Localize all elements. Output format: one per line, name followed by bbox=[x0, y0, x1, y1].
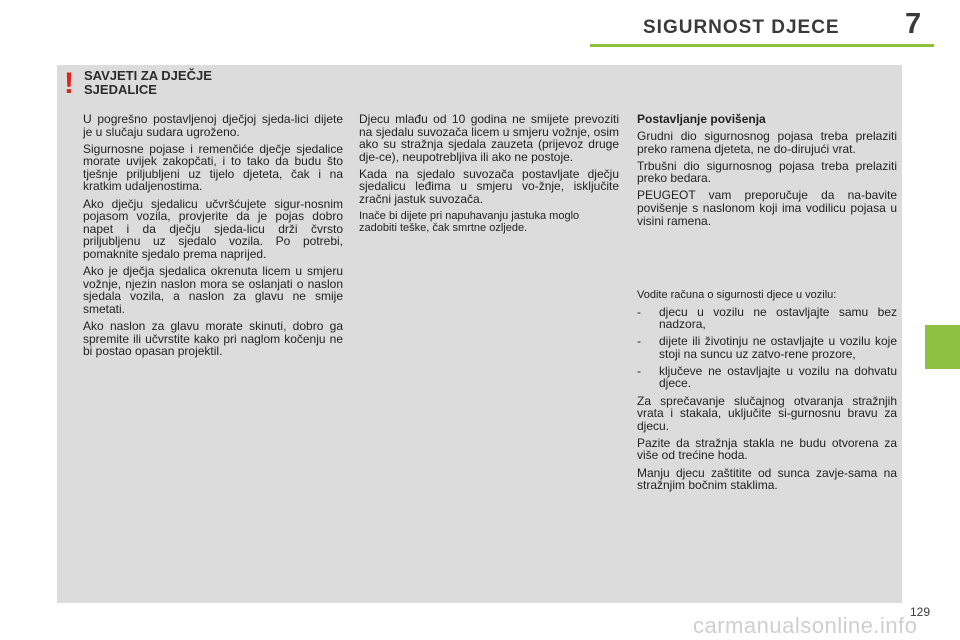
paragraph: Manju djecu zaštitite od sunca zavje-sama na stražnjim bočnim staklima. bbox=[637, 465, 897, 493]
chapter-side-tab bbox=[925, 325, 960, 369]
paragraph: PEUGEOT vam preporučuje da na-bavite povišenje s naslonom koji ima vodilicu pojasa u visini ramena. bbox=[637, 188, 897, 228]
paragraph: U pogrešno postavljenoj dječjoj sjeda-lici dijete je u slučaju sudara ugroženo. bbox=[83, 112, 343, 139]
header-rule bbox=[590, 44, 934, 47]
paragraph: Trbušni dio sigurnosnog pojasa treba prelaziti preko bedara. bbox=[637, 158, 897, 186]
paragraph: Kada na sjedalo suvozača postavljate dječju sjedalicu leđima u smjeru vo-žnje, isključite zračni jastuk suvozača. bbox=[359, 166, 619, 207]
bullet-dash: - bbox=[637, 304, 641, 319]
chapter-number: 7 bbox=[905, 8, 922, 40]
paragraph: Grudni dio sigurnosnog pojasa treba prelaziti preko ramena djeteta, ne do-dirujući vrat. bbox=[637, 129, 897, 156]
list-item bbox=[637, 365, 897, 390]
section-title: SAVJETI ZA DJEČJE SJEDALICE bbox=[84, 68, 212, 97]
list-item bbox=[637, 335, 897, 360]
list-item bbox=[637, 306, 897, 331]
paragraph: Sigurnosne pojase i remenčiće dječje sjedalice morate uvijek zakopčati, i to tako da budu što tješnje priljubljeni uz tijelo djeteta, čak i na kratkim udaljenostima. bbox=[83, 141, 343, 194]
paragraph: Ako naslon za glavu morate skinuti, dobro ga spremite ili učvrstite kako pri naglom kočenju ne bi postao opasan projektil. bbox=[83, 318, 343, 359]
column-child-seat-tips bbox=[83, 113, 343, 362]
airbag-note: Inače bi dijete pri napuhavanju jastuka moglo zadobiti teške, čak smrtne ozljede. bbox=[359, 210, 580, 235]
intro-text: Vodite računa o sigurnosti djece u vozilu: bbox=[637, 289, 837, 301]
list-item-text: djecu u vozilu ne ostavljajte samu bez nadzora, bbox=[659, 304, 897, 332]
watermark: carmanualsonline.info bbox=[693, 613, 918, 638]
paragraph: Djecu mlađu od 10 godina ne smijete prevoziti na sjedalu suvozača licem u smjeru vožnje, osim ako su stražnja sjedala zauzeta (prijevoz druge dje-ce), neupotrebljiva ili ako ne postoje. bbox=[359, 112, 619, 164]
page-number: 129 bbox=[910, 605, 931, 619]
column-child-safety bbox=[637, 289, 897, 496]
paragraph: Ako je dječja sjedalica okrenuta licem u smjeru vožnje, njezin naslon mora se oslanjati o naslon sjedala vozila, a naslon za glavu ne smije smetati. bbox=[83, 264, 343, 316]
list-item-text: dijete ili životinju ne ostavljajte u vozilu koje stoji na suncu uz zatvo-rene prozore, bbox=[659, 334, 897, 361]
subheading: Postavljanje povišenja bbox=[637, 112, 766, 126]
exclamation-icon: ! bbox=[64, 67, 74, 100]
paragraph: Za sprečavanje slučajnog otvaranja stražnjih vrata i stakala, uključite si-gurnosnu bravu za djecu. bbox=[637, 393, 897, 433]
list-item-text: ključeve ne ostavljajte u vozilu na dohvatu djece. bbox=[659, 363, 897, 391]
bullet-dash: - bbox=[637, 334, 641, 349]
page-title: SIGURNOST DJECE bbox=[643, 17, 840, 38]
column-front-passenger bbox=[359, 113, 619, 239]
bullet-dash: - bbox=[637, 363, 641, 378]
paragraph: Pazite da stražnja stakla ne budu otvorena za više od trećine hoda. bbox=[637, 435, 897, 463]
column-booster-installation bbox=[637, 113, 897, 232]
paragraph: Ako dječju sjedalicu učvršćujete sigur-nosnim pojasom vozila, provjerite da je pojas dobro napet i da dječju sjeda-licu drži čvrsto priljubljenu uz sjedalo vozila. Po potrebi, pomaknite sjedalo prema naprijed. bbox=[83, 196, 343, 261]
